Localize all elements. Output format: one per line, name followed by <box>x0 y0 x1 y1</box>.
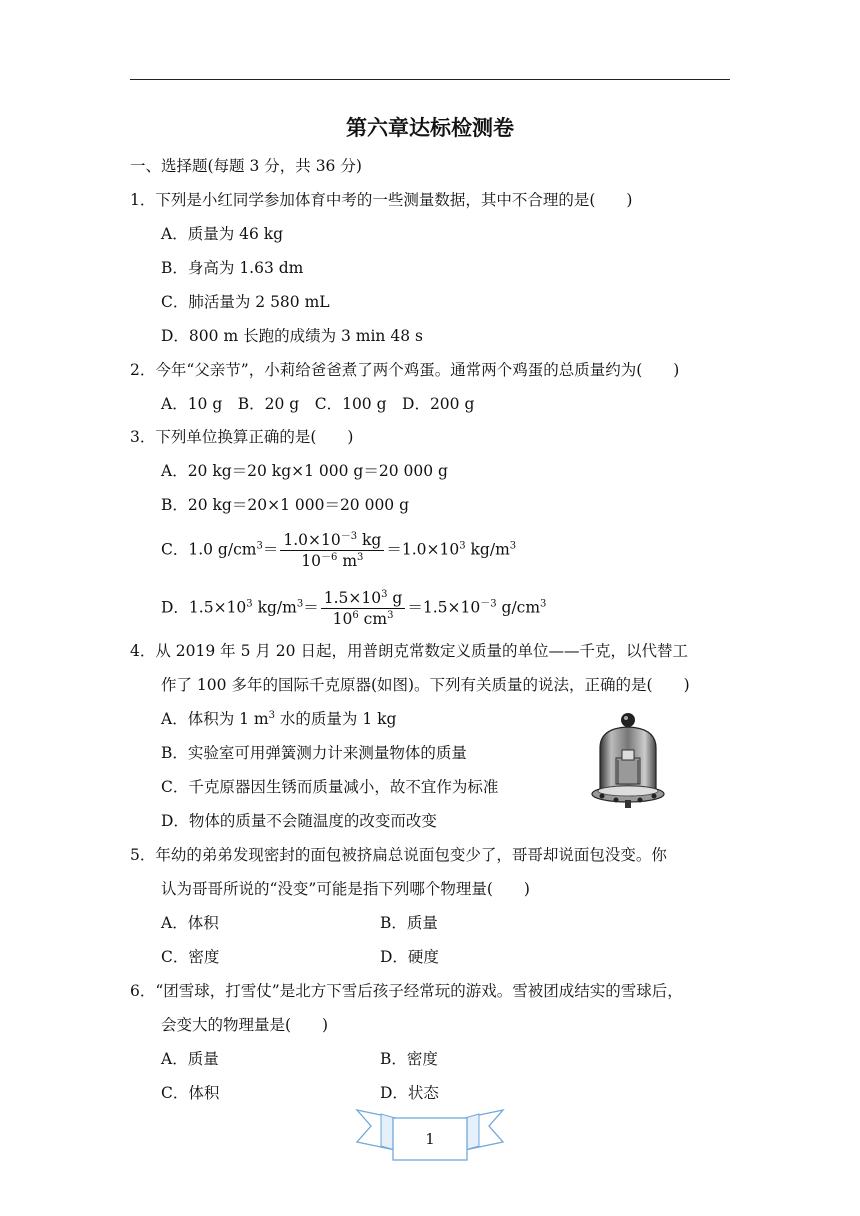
kilogram-prototype-figure <box>588 710 668 812</box>
header-rule <box>130 79 730 80</box>
q3-option-c: C．1.0 $g/cm^3=$ $\frac{1.0\times 10^{-3} kg}{10^{-6} m^3}$ $=1.0\times 10^3$ $kg/m^3$ <box>161 530 517 570</box>
q6-stem-line1: 6．“团雪球，打雪仗”是北方下雪后孩子经常玩的游戏。雪被团成结实的雪球后， <box>130 982 683 1000</box>
q5-stem-line2: 认为哥哥所说的“没变”可能是指下列哪个物理量( ) <box>161 880 530 898</box>
q1-option-d: D．800 m 长跑的成绩为 3 min 48 s <box>161 327 423 345</box>
q1-option-a: A．质量为 46 kg <box>161 225 284 243</box>
q3-option-a: A．20 kg＝20 kg×1 000 g＝20 000 g <box>161 462 448 480</box>
q3-option-b: B．20 kg＝20×1 000＝20 000 g <box>161 496 410 514</box>
q6-stem-line2: 会变大的物理量是( ) <box>161 1016 329 1034</box>
q3-c-fraction: $\frac{1.0\times 10^{-3} kg}{10^{-6} m^3}$ <box>280 530 384 571</box>
q4-option-c: C．千克原器因生锈而质量减小，故不宜作为标准 <box>161 778 499 796</box>
q4-stem-line2: 作了 100 多年的国际千克原器(如图)。下列有关质量的说法，正确的是( ) <box>161 676 690 694</box>
q5-option-c: C．密度 <box>161 948 220 966</box>
q5-stem-line1: 5．年幼的弟弟发现密封的面包被挤扁总说面包变少了，哥哥却说面包没变。你 <box>130 846 667 864</box>
q2-stem: 2．今年“父亲节”，小莉给爸爸煮了两个鸡蛋。通常两个鸡蛋的总质量约为( ) <box>130 361 680 379</box>
q5-option-b: B．质量 <box>380 914 438 932</box>
q6-option-a: A．质量 <box>161 1050 219 1068</box>
q4-option-a: A．体积为 1 $m^3$ 水的质量为 1 kg <box>161 709 397 728</box>
page-title: 第六章达标检测卷 <box>346 116 514 140</box>
q4-option-d: D．物体的质量不会随温度的改变而改变 <box>161 812 437 830</box>
q5-option-d: D．硬度 <box>380 948 439 966</box>
q1-option-c: C．肺活量为 2 580 mL <box>161 293 330 311</box>
q6-option-b: B．密度 <box>380 1050 438 1068</box>
q4-stem-line1: 4．从 2019 年 5 月 20 日起，用普朗克常数定义质量的单位——千克，以代替工 <box>130 642 688 660</box>
page-number: 1 <box>425 1130 435 1148</box>
q3-option-d: D．$1.5\times 10^3$ $kg/m^3=$ $\frac{1.5\times 10^3 g}{10^6 cm^3}$ $=1.5\times 10^{-3}$ $g/cm^3$ <box>161 588 547 628</box>
q3-d-fraction: $\frac{1.5\times 10^3 g}{10^6 cm^3}$ <box>321 588 406 629</box>
q6-option-c: C．体积 <box>161 1084 220 1102</box>
q6-option-d: D．状态 <box>380 1084 439 1102</box>
q1-stem: 1．下列是小红同学参加体育中考的一些测量数据，其中不合理的是( ) <box>130 191 633 209</box>
q4-option-b: B．实验室可用弹簧测力计来测量物体的质量 <box>161 744 467 762</box>
section-heading: 一、选择题(每题 3 分，共 36 分) <box>130 157 362 175</box>
q3-stem: 3．下列单位换算正确的是( ) <box>130 428 354 446</box>
q2-options: A．10 g B．20 g C．100 g D．200 g <box>161 395 475 413</box>
q1-option-b: B．身高为 1.63 dm <box>161 259 304 277</box>
q5-option-a: A．体积 <box>161 914 219 932</box>
